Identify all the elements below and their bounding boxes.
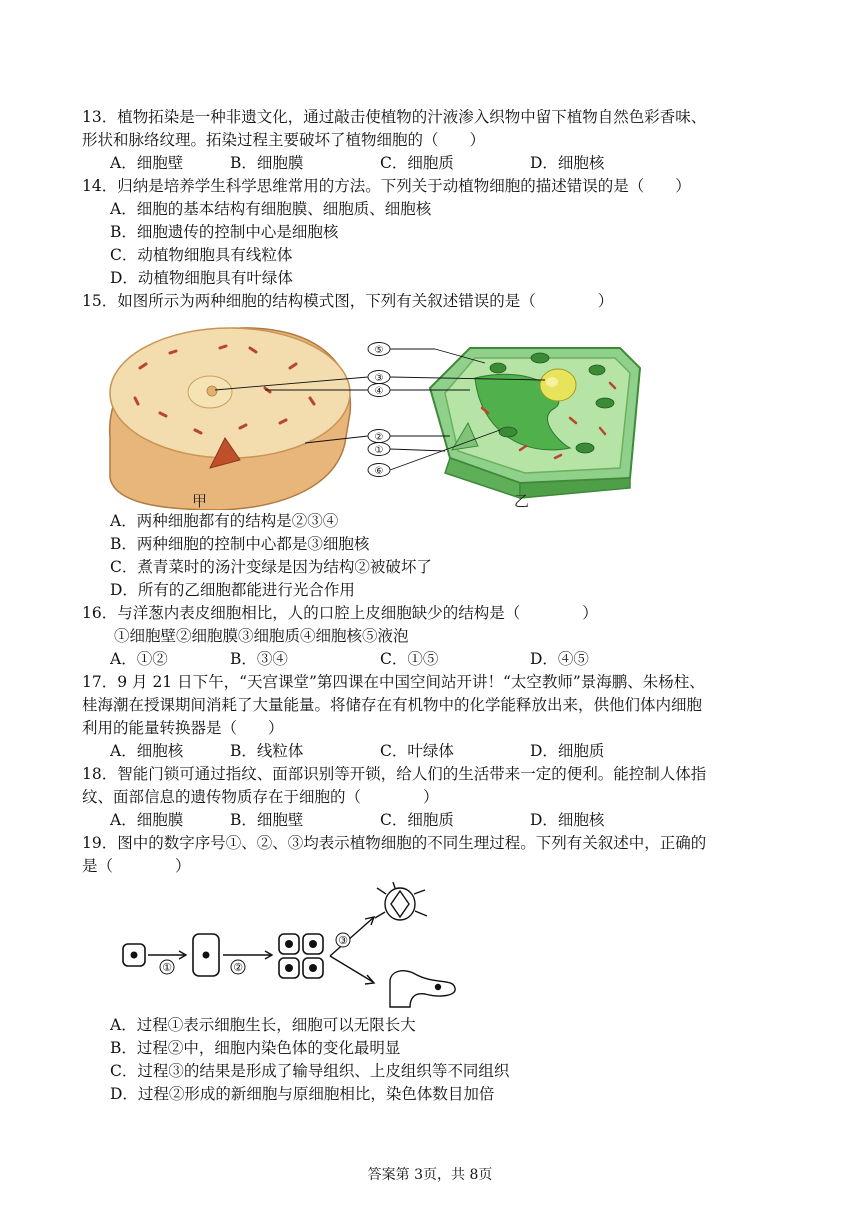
q13-option-d: D．细胞核: [530, 154, 605, 172]
q19-stem-line1: 19．图中的数字序号①、②、③均表示植物细胞的不同生理过程。下列有关叙述中，正确的: [82, 834, 707, 852]
cell-structure-figure: [100, 318, 660, 510]
label-yi: 乙: [514, 492, 530, 510]
q14-option-d: D．动植物细胞具有叶绿体: [110, 269, 293, 287]
label-4: ④: [374, 386, 384, 397]
q17-stem-line2: 桂海潮在授课期间消耗了大量能量。将储存在有机物中的化学能释放出来，供他们体内细胞: [82, 696, 703, 714]
plant-cell-diagram: [430, 348, 640, 498]
q19-option-b: B．过程②中，细胞内染色体的变化最明显: [110, 1039, 401, 1057]
process-label-2: ②: [233, 961, 243, 974]
q17-option-d: D．细胞质: [530, 742, 605, 760]
page-footer: 答案第 3页，共 8页: [367, 1167, 493, 1183]
label-1: ①: [374, 445, 384, 456]
q19-option-c: C．过程③的结果是形成了输导组织、上皮组织等不同组织: [110, 1062, 510, 1080]
q16-sub: ①细胞壁②细胞膜③细胞质④细胞核⑤液泡: [114, 627, 409, 645]
q14-option-a: A．细胞的基本结构有细胞膜、细胞质、细胞核: [110, 200, 432, 218]
q17-stem-line3: 利用的能量转换器是（ ）: [82, 719, 284, 737]
q19-stem-line2: 是（ ）: [82, 857, 191, 875]
q18-option-d: D．细胞核: [530, 811, 605, 829]
q15-stem: 15．如图所示为两种细胞的结构模式图，下列有关叙述错误的是（ ）: [82, 292, 614, 310]
q17-option-c: C．叶绿体: [380, 742, 454, 760]
q15-option-c: C．煮青菜时的汤汁变绿是因为结构②被破坏了: [110, 558, 432, 576]
label-6: ⑥: [374, 466, 384, 477]
q16-option-b: B．③④: [230, 650, 288, 668]
q13-option-b: B．细胞膜: [230, 154, 304, 172]
q15-option-a: A．两种细胞都有的结构是②③④: [110, 512, 339, 530]
q18-option-c: C．细胞质: [380, 811, 454, 829]
q16-option-a: A．①②: [110, 650, 168, 668]
q15-option-d: D．所有的乙细胞都能进行光合作用: [110, 581, 355, 599]
q19-option-a: A．过程①表示细胞生长，细胞可以无限长大: [110, 1016, 416, 1034]
label-jia: 甲: [192, 492, 208, 510]
process-label-3: ③: [338, 934, 348, 947]
q16-option-c: C．①⑤: [380, 650, 439, 668]
q13-option-a: A．细胞壁: [110, 154, 184, 172]
q18-option-b: B．细胞壁: [230, 811, 304, 829]
q19-option-d: D．过程②形成的新细胞与原细胞相比，染色体数目加倍: [110, 1085, 495, 1103]
q13-option-c: C．细胞质: [380, 154, 454, 172]
q14-stem: 14．归纳是培养学生科学思维常用的方法。下列关于动植物细胞的描述错误的是（ ）: [82, 177, 691, 195]
label-2: ②: [374, 432, 384, 443]
q17-stem-line1: 17．9 月 21 日下午，“天宫课堂”第四课在中国空间站开讲！“太空教师”景海鹏、朱杨柱、: [82, 673, 705, 691]
q14-option-b: B．细胞遗传的控制中心是细胞核: [110, 223, 339, 241]
cell-process-figure: [115, 882, 475, 1012]
q15-option-b: B．两种细胞的控制中心都是③细胞核: [110, 535, 370, 553]
q18-stem-line2: 纹、面部信息的遗传物质存在于细胞的（ ）: [82, 788, 439, 806]
tissue-cell-bottom: [390, 971, 455, 1007]
q13-stem-line1: 13．植物拓染是一种非遗文化，通过敲击使植物的汁液渗入织物中留下植物自然色彩香味、: [82, 108, 707, 126]
q18-option-a: A．细胞膜: [110, 811, 184, 829]
label-5: ⑤: [374, 345, 384, 356]
q13-stem-line2: 形状和脉络纹理。拓染过程主要破坏了植物细胞的（ ）: [82, 131, 486, 149]
q17-option-a: A．细胞核: [110, 742, 184, 760]
q18-stem-line1: 18．智能门锁可通过指纹、面部识别等开锁，给人们的生活带来一定的便利。能控制人体指: [82, 765, 707, 783]
q16-stem: 16．与洋葱内表皮细胞相比，人的口腔上皮细胞缺少的结构是（ ）: [82, 604, 598, 622]
q16-option-d: D．④⑤: [530, 650, 589, 668]
q14-option-c: C．动植物细胞具有线粒体: [110, 246, 293, 264]
process-label-1: ①: [162, 961, 172, 974]
label-3: ③: [374, 373, 384, 384]
animal-cell-diagram: [110, 328, 351, 510]
tissue-cell-top: [375, 882, 427, 920]
q17-option-b: B．线粒体: [230, 742, 304, 760]
